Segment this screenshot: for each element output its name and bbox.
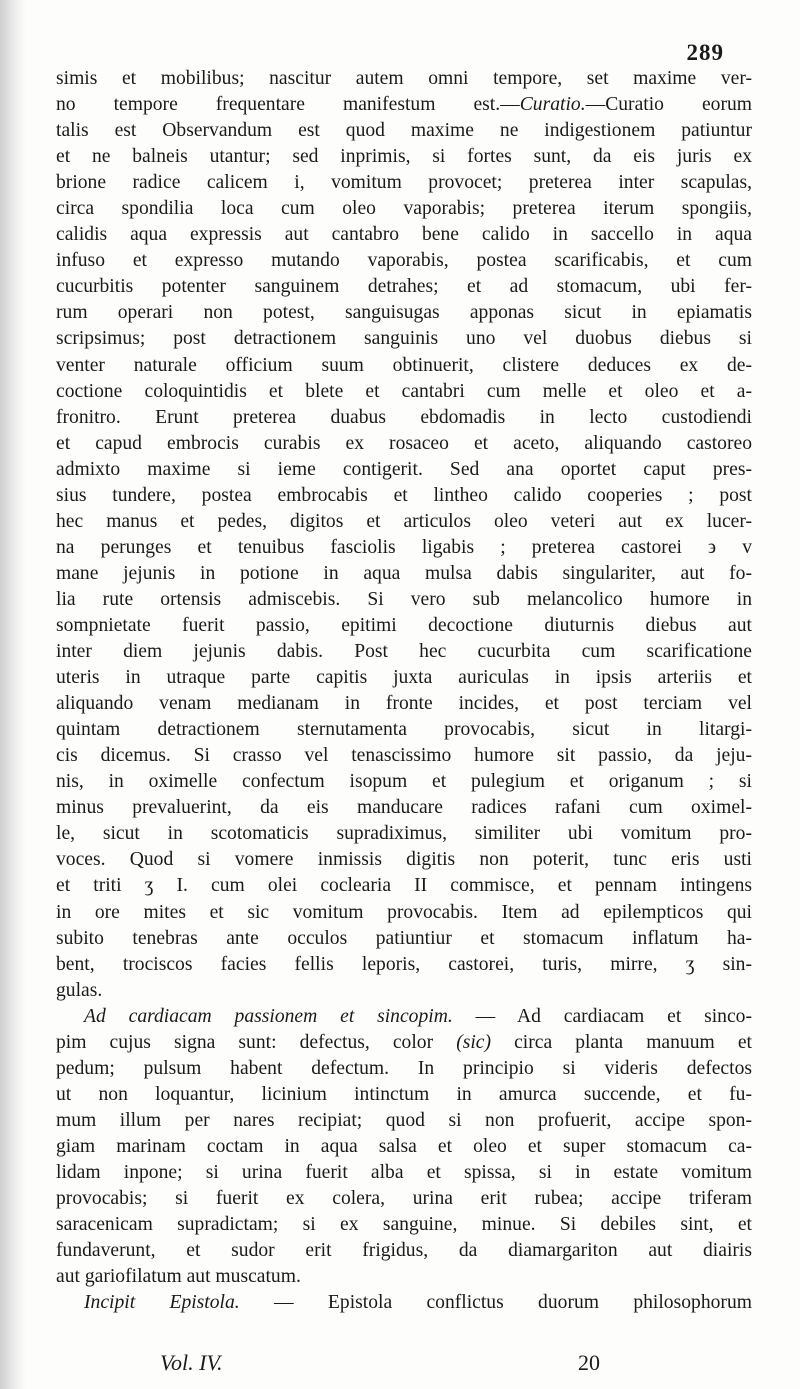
text-line: gulas. — [56, 979, 103, 1001]
text-line: pedum; pulsum habent defectum. In principio si videris defectos — [56, 1057, 752, 1079]
text-line: ut non loquantur, licinium intinctum in amurca succende, et fu- — [56, 1083, 752, 1105]
text-line: lidam inpone; si urina fuerit alba et spissa, si in estate vomitum — [56, 1161, 752, 1183]
italic-phrase: Ad cardiacam passionem et sincopim. — [84, 1005, 453, 1027]
body-text — [56, 66, 752, 1316]
page-footer — [160, 1350, 600, 1376]
text-line: circa spondilia loca cum oleo vaporabis; preterea iterum spongiis, — [56, 198, 752, 220]
text-line: aut gariofilatum aut muscatum. — [56, 1266, 301, 1288]
text-line: infuso et expresso mutando vaporabis, postea scarificabis, et cum — [56, 250, 752, 272]
text-line: subito tenebras ante occulos patiuntiur et stomacum inflatum ha- — [56, 927, 752, 949]
text-line: quintam detractionem sternutamenta provocabis, sicut in litargi- — [56, 719, 752, 741]
text-line: voces. Quod si vomere inmissis digitis non poterit, tunc eris usti — [56, 849, 752, 871]
text-line: cis dicemus. Si crasso vel tenascissimo humore sit passio, da jeju- — [56, 745, 752, 767]
section-heading-line: Incipit Epistola. — Epistola conflictus duorum philosophorum — [84, 1292, 752, 1314]
text-line: sompnietate fuerit passio, epitimi decoctione diuturnis diebus aut — [56, 614, 752, 636]
text-line: hec manus et pedes, digitos et articulos oleo veteri aut ex lucer- — [56, 510, 752, 532]
text-line: inter diem jejunis dabis. Post hec cucurbita cum scarificatione — [56, 641, 752, 663]
text-line: mum illum per nares recipiat; quod si non profuerit, accipe spon- — [56, 1109, 752, 1131]
text-line: admixto maxime si ieme contigerit. Sed ana oportet caput pres- — [56, 458, 752, 480]
text-line: in ore mites et sic vomitum provocabis. Item ad epilempticos qui — [56, 901, 752, 923]
text-line: pim cujus signa sunt: defectus, color (sic) circa planta manuum et — [56, 1031, 752, 1053]
italic-phrase: (sic) — [456, 1031, 492, 1053]
text-line: sius tundere, postea embrocabis et lintheo calido cooperies ; post — [56, 484, 752, 506]
text-line: bent, trociscos facies fellis leporis, castorei, turis, mirre, ʒ sin- — [56, 953, 752, 975]
text-line: no tempore frequentare manifestum est.—Curatio.—Curatio eorum — [56, 94, 752, 116]
text-line: venter naturale officium suum obtinuerit, clistere deduces ex de- — [56, 354, 752, 376]
text-line: et triti ʒ I. cum olei coclearia II commisce, et pennam intingens — [56, 875, 752, 897]
text-line: cucurbitis potenter sanguinem detrahes; et ad stomacum, ubi fer- — [56, 276, 752, 298]
text-line: provocabis; si fuerit ex colera, urina erit rubea; accipe triferam — [56, 1188, 752, 1210]
page-number: 289 — [686, 40, 724, 65]
text-line: fronitro. Erunt preterea duabus ebdomadis in lecto custodiendi — [56, 406, 752, 428]
signature-mark: 20 — [578, 1350, 600, 1375]
text-line: talis est Observandum est quod maxime ne indigestionem patiuntur — [56, 120, 752, 142]
text-line: lia rute ortensis admiscebis. Si vero sub melancolico humore in — [56, 588, 752, 610]
text-line: rum operari non potest, sanguisugas apponas sicut in epiamatis — [56, 302, 752, 324]
text-line: scripsimus; post detractionem sanguinis uno vel duobus diebus si — [56, 328, 752, 350]
text-line: mane jejunis in potione in aqua mulsa dabis singulariter, aut fo- — [56, 562, 752, 584]
text-line: giam marinam coctam in aqua salsa et oleo et super stomacum ca- — [56, 1135, 752, 1157]
text-line: simis et mobilibus; nascitur autem omni tempore, set maxime ver- — [56, 68, 752, 89]
text-line: le, sicut in scotomaticis supradiximus, similiter ubi vomitum pro- — [56, 823, 752, 845]
text-line: aliquando venam medianam in fronte incides, et post terciam vel — [56, 693, 752, 715]
italic-phrase: Curatio. — [519, 94, 586, 116]
text-line: et ne balneis utantur; sed inprimis, si fortes sunt, da eis juris ex — [56, 146, 752, 168]
text-line: minus prevaluerint, da eis manducare radices rafani cum oximel- — [56, 797, 752, 819]
text-line: et capud embrocis curabis ex rosaceo et aceto, aliquando castoreo — [56, 432, 752, 454]
text-line: brione radice calicem i, vomitum provocet; preterea inter scapulas, — [56, 172, 752, 194]
text-line: nis, in oximelle confectum isopum et pulegium et origanum ; si — [56, 771, 752, 793]
page-gutter-shadow — [0, 0, 26, 1389]
text-line: coctione coloquintidis et blete et cantabri cum melle et oleo et a- — [56, 380, 752, 402]
text-line: na perunges et tenuibus fasciolis ligabis ; preterea castorei ϶ v — [56, 536, 752, 558]
text-line: uteris in utraque parte capitis juxta auriculas in ipsis arteriis et — [56, 667, 752, 689]
text-line: calidis aqua expressis aut cantabro bene calido in saccello in aqua — [56, 224, 752, 246]
volume-label: Vol. IV. — [160, 1350, 223, 1375]
text-line: fundaverunt, et sudor erit frigidus, da diamargariton aut diairis — [56, 1240, 752, 1262]
section-heading-line: Ad cardiacam passionem et sincopim. — Ad cardiacam et sinco- — [84, 1005, 752, 1027]
italic-phrase: Incipit Epistola. — [84, 1292, 240, 1314]
text-line: saracenicam supradictam; si ex sanguine, minue. Si debiles sint, et — [56, 1214, 752, 1236]
